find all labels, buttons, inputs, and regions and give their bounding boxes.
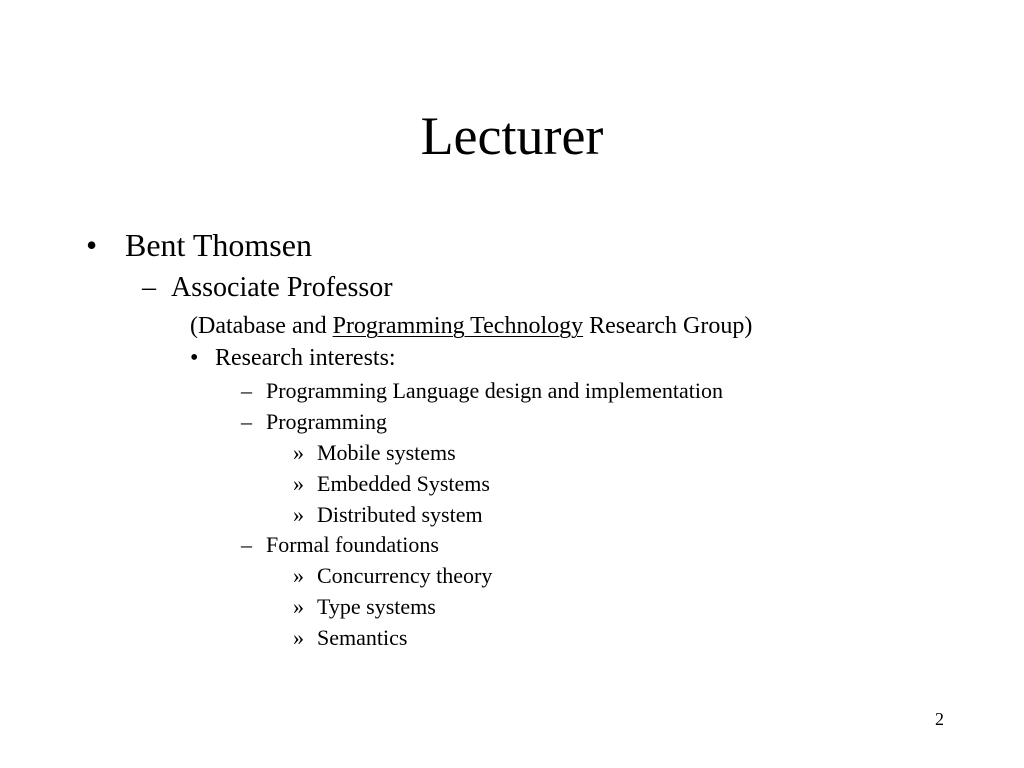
sub-interest-item: Type systems (317, 594, 436, 619)
raquo-marker: » (293, 594, 304, 619)
sub-interest-item: Mobile systems (317, 440, 456, 465)
dash-marker: – (241, 378, 252, 403)
interest-item: Programming (266, 409, 387, 434)
sub-interest-item: Concurrency theory (317, 563, 493, 588)
dash-marker: – (241, 409, 252, 434)
group-note (190, 311, 752, 341)
lecturer-name: Bent Thomsen (125, 227, 312, 263)
page-number: 2 (935, 709, 944, 729)
raquo-marker: » (293, 471, 304, 496)
research-interests-label: Research interests: (215, 345, 396, 371)
interest-item: Programming Language design and implementation (266, 378, 724, 403)
bullet-marker: • (86, 227, 98, 263)
group-note-prefix: (Database and (190, 313, 333, 339)
group-note-suffix: Research Group) (583, 313, 753, 339)
interest-item: Formal foundations (266, 532, 439, 557)
programming-technology-link[interactable]: Programming Technology (332, 313, 584, 339)
raquo-marker: » (293, 625, 304, 650)
sub-interest-item: Semantics (317, 625, 408, 650)
raquo-marker: » (293, 563, 304, 588)
bullet-marker: • (190, 345, 199, 371)
dash-marker: – (241, 532, 252, 557)
slide-title: Lecturer (420, 106, 604, 166)
lecturer-position: Associate Professor (171, 272, 393, 303)
sub-interest-item: Embedded Systems (317, 471, 490, 496)
sub-interest-item: Distributed system (317, 502, 483, 527)
dash-marker: – (142, 272, 156, 303)
raquo-marker: » (293, 502, 304, 527)
raquo-marker: » (293, 440, 304, 465)
